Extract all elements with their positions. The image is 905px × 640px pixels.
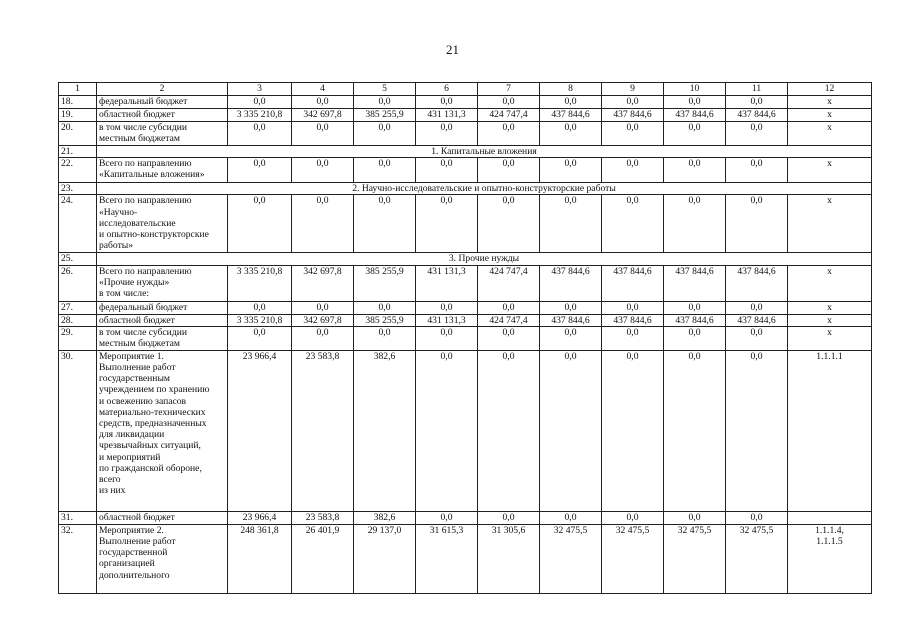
value-cell: 0,0 bbox=[602, 350, 664, 511]
value-cell: 0,0 bbox=[540, 96, 602, 109]
value-cell: 0,0 bbox=[478, 326, 540, 350]
value-cell: 0,0 bbox=[354, 122, 416, 146]
section-row bbox=[59, 183, 872, 195]
column-number: 5 bbox=[354, 83, 416, 96]
row-description: Всего по направлению «Прочие нужды» в том числе: bbox=[97, 265, 228, 301]
value-cell: 0,0 bbox=[478, 195, 540, 253]
row-description: Всего по направлению «Капитальные вложения» bbox=[97, 158, 228, 183]
value-cell: 382,6 bbox=[354, 350, 416, 511]
row-number: 20. bbox=[59, 122, 97, 146]
value-cell: 0,0 bbox=[540, 326, 602, 350]
value-cell: 32 475,5 bbox=[540, 524, 602, 593]
table-row bbox=[59, 265, 872, 301]
row-description: областной бюджет bbox=[97, 511, 228, 524]
value-cell: 0,0 bbox=[478, 158, 540, 183]
table-row bbox=[59, 314, 872, 326]
row-number: 32. bbox=[59, 524, 97, 593]
value-cell: 0,0 bbox=[292, 326, 354, 350]
row-number: 21. bbox=[59, 146, 97, 158]
row-number: 24. bbox=[59, 195, 97, 253]
value-cell: 437 844,6 bbox=[540, 109, 602, 122]
value-cell: 0,0 bbox=[292, 195, 354, 253]
column-number: 4 bbox=[292, 83, 354, 96]
reference-cell: 1.1.1.4, 1.1.1.5 bbox=[788, 524, 872, 593]
value-cell: 0,0 bbox=[292, 122, 354, 146]
value-cell: 0,0 bbox=[354, 326, 416, 350]
reference-cell: x bbox=[788, 314, 872, 326]
column-number: 2 bbox=[97, 83, 228, 96]
value-cell: 32 475,5 bbox=[726, 524, 788, 593]
value-cell: 23 583,8 bbox=[292, 350, 354, 511]
value-cell: 0,0 bbox=[602, 96, 664, 109]
column-number: 9 bbox=[602, 83, 664, 96]
value-cell: 424 747,4 bbox=[478, 314, 540, 326]
value-cell: 0,0 bbox=[228, 158, 292, 183]
value-cell: 23 966,4 bbox=[228, 511, 292, 524]
value-cell: 0,0 bbox=[354, 195, 416, 253]
value-cell: 3 335 210,8 bbox=[228, 314, 292, 326]
reference-cell: x bbox=[788, 109, 872, 122]
value-cell: 0,0 bbox=[540, 301, 602, 314]
value-cell: 437 844,6 bbox=[540, 265, 602, 301]
row-description: федеральный бюджет bbox=[97, 301, 228, 314]
value-cell: 0,0 bbox=[416, 301, 478, 314]
value-cell: 0,0 bbox=[228, 96, 292, 109]
row-number: 25. bbox=[59, 253, 97, 265]
row-number: 29. bbox=[59, 326, 97, 350]
row-description: областной бюджет bbox=[97, 109, 228, 122]
row-description: Мероприятие 1. Выполнение работ государственным учреждением по хранению и освежению запасов материально-технических средств, предназначенных для ликвидации чрезвычайных ситуаций, и мероприятий по гражданской обороне, всего из них bbox=[97, 350, 228, 511]
value-cell: 437 844,6 bbox=[602, 109, 664, 122]
value-cell: 0,0 bbox=[664, 96, 726, 109]
reference-cell: x bbox=[788, 195, 872, 253]
value-cell: 0,0 bbox=[602, 301, 664, 314]
value-cell: 0,0 bbox=[416, 195, 478, 253]
row-number: 22. bbox=[59, 158, 97, 183]
reference-cell: 1.1.1.1 bbox=[788, 350, 872, 511]
column-number: 11 bbox=[726, 83, 788, 96]
value-cell: 31 305,6 bbox=[478, 524, 540, 593]
value-cell: 0,0 bbox=[228, 122, 292, 146]
value-cell: 0,0 bbox=[228, 326, 292, 350]
value-cell: 0,0 bbox=[540, 195, 602, 253]
value-cell: 0,0 bbox=[664, 511, 726, 524]
value-cell: 0,0 bbox=[726, 122, 788, 146]
value-cell: 0,0 bbox=[416, 350, 478, 511]
value-cell: 0,0 bbox=[292, 301, 354, 314]
column-number: 1 bbox=[59, 83, 97, 96]
table-row bbox=[59, 326, 872, 350]
value-cell: 0,0 bbox=[726, 511, 788, 524]
reference-cell: x bbox=[788, 122, 872, 146]
row-number: 27. bbox=[59, 301, 97, 314]
reference-cell: x bbox=[788, 96, 872, 109]
value-cell: 437 844,6 bbox=[726, 265, 788, 301]
value-cell: 0,0 bbox=[540, 350, 602, 511]
value-cell: 0,0 bbox=[726, 158, 788, 183]
value-cell: 0,0 bbox=[540, 158, 602, 183]
column-number: 3 bbox=[228, 83, 292, 96]
value-cell: 0,0 bbox=[228, 195, 292, 253]
row-description: в том числе субсидии местным бюджетам bbox=[97, 326, 228, 350]
value-cell: 0,0 bbox=[416, 158, 478, 183]
value-cell: 0,0 bbox=[726, 350, 788, 511]
value-cell: 431 131,3 bbox=[416, 265, 478, 301]
value-cell: 0,0 bbox=[292, 96, 354, 109]
column-number: 10 bbox=[664, 83, 726, 96]
section-title: 2. Научно-исследовательские и опытно-конструкторские работы bbox=[97, 183, 872, 195]
value-cell: 0,0 bbox=[602, 195, 664, 253]
value-cell: 248 361,8 bbox=[228, 524, 292, 593]
row-number: 26. bbox=[59, 265, 97, 301]
table-row bbox=[59, 511, 872, 524]
column-number: 7 bbox=[478, 83, 540, 96]
value-cell: 0,0 bbox=[664, 122, 726, 146]
value-cell: 3 335 210,8 bbox=[228, 109, 292, 122]
value-cell: 0,0 bbox=[478, 122, 540, 146]
value-cell: 0,0 bbox=[602, 511, 664, 524]
row-number: 23. bbox=[59, 183, 97, 195]
row-number: 30. bbox=[59, 350, 97, 511]
value-cell: 0,0 bbox=[416, 122, 478, 146]
table-row bbox=[59, 524, 872, 593]
value-cell: 0,0 bbox=[292, 158, 354, 183]
reference-cell: x bbox=[788, 326, 872, 350]
value-cell: 437 844,6 bbox=[664, 314, 726, 326]
value-cell: 3 335 210,8 bbox=[228, 265, 292, 301]
row-description: в том числе субсидии местным бюджетам bbox=[97, 122, 228, 146]
value-cell: 437 844,6 bbox=[726, 109, 788, 122]
value-cell: 32 475,5 bbox=[602, 524, 664, 593]
value-cell: 0,0 bbox=[354, 158, 416, 183]
table-row bbox=[59, 195, 872, 253]
value-cell: 342 697,8 bbox=[292, 314, 354, 326]
section-title: 1. Капитальные вложения bbox=[97, 146, 872, 158]
value-cell: 0,0 bbox=[540, 122, 602, 146]
value-cell: 0,0 bbox=[726, 301, 788, 314]
value-cell: 0,0 bbox=[664, 195, 726, 253]
row-number: 18. bbox=[59, 96, 97, 109]
value-cell: 0,0 bbox=[726, 195, 788, 253]
value-cell: 23 966,4 bbox=[228, 350, 292, 511]
value-cell: 385 255,9 bbox=[354, 314, 416, 326]
value-cell: 382,6 bbox=[354, 511, 416, 524]
value-cell: 0,0 bbox=[478, 301, 540, 314]
table-row bbox=[59, 109, 872, 122]
value-cell: 0,0 bbox=[664, 326, 726, 350]
table-header-row bbox=[59, 83, 872, 96]
value-cell: 424 747,4 bbox=[478, 109, 540, 122]
value-cell: 0,0 bbox=[540, 511, 602, 524]
value-cell: 437 844,6 bbox=[726, 314, 788, 326]
row-description: Всего по направлению «Научно- исследовательские и опытно-конструкторские работы» bbox=[97, 195, 228, 253]
table-row bbox=[59, 122, 872, 146]
value-cell: 0,0 bbox=[602, 326, 664, 350]
row-number: 28. bbox=[59, 314, 97, 326]
row-number: 19. bbox=[59, 109, 97, 122]
value-cell: 0,0 bbox=[664, 158, 726, 183]
value-cell: 437 844,6 bbox=[602, 265, 664, 301]
value-cell: 437 844,6 bbox=[664, 109, 726, 122]
value-cell: 0,0 bbox=[354, 301, 416, 314]
value-cell: 431 131,3 bbox=[416, 314, 478, 326]
value-cell: 437 844,6 bbox=[602, 314, 664, 326]
page-number: 21 bbox=[446, 42, 459, 57]
column-number: 12 bbox=[788, 83, 872, 96]
value-cell: 0,0 bbox=[726, 326, 788, 350]
table-row bbox=[59, 96, 872, 109]
value-cell: 0,0 bbox=[478, 96, 540, 109]
table-row bbox=[59, 158, 872, 183]
row-description: федеральный бюджет bbox=[97, 96, 228, 109]
column-number: 8 bbox=[540, 83, 602, 96]
value-cell: 0,0 bbox=[416, 326, 478, 350]
value-cell: 0,0 bbox=[354, 96, 416, 109]
value-cell: 0,0 bbox=[416, 96, 478, 109]
value-cell: 0,0 bbox=[664, 301, 726, 314]
value-cell: 29 137,0 bbox=[354, 524, 416, 593]
row-description: Мероприятие 2. Выполнение работ государственной организацией дополнительного bbox=[97, 524, 228, 593]
value-cell: 0,0 bbox=[726, 96, 788, 109]
reference-cell bbox=[788, 511, 872, 524]
row-number: 31. bbox=[59, 511, 97, 524]
value-cell: 0,0 bbox=[478, 350, 540, 511]
row-description: областной бюджет bbox=[97, 314, 228, 326]
table-row bbox=[59, 301, 872, 314]
value-cell: 437 844,6 bbox=[664, 265, 726, 301]
value-cell: 385 255,9 bbox=[354, 109, 416, 122]
value-cell: 23 583,8 bbox=[292, 511, 354, 524]
value-cell: 431 131,3 bbox=[416, 109, 478, 122]
value-cell: 0,0 bbox=[416, 511, 478, 524]
reference-cell: x bbox=[788, 301, 872, 314]
value-cell: 0,0 bbox=[602, 122, 664, 146]
table-row bbox=[59, 350, 872, 511]
value-cell: 0,0 bbox=[602, 158, 664, 183]
section-row bbox=[59, 253, 872, 265]
value-cell: 32 475,5 bbox=[664, 524, 726, 593]
value-cell: 31 615,3 bbox=[416, 524, 478, 593]
value-cell: 424 747,4 bbox=[478, 265, 540, 301]
value-cell: 342 697,8 bbox=[292, 109, 354, 122]
budget-table bbox=[58, 82, 872, 594]
reference-cell: x bbox=[788, 265, 872, 301]
value-cell: 385 255,9 bbox=[354, 265, 416, 301]
column-number: 6 bbox=[416, 83, 478, 96]
section-title: 3. Прочие нужды bbox=[97, 253, 872, 265]
value-cell: 26 401,9 bbox=[292, 524, 354, 593]
value-cell: 0,0 bbox=[664, 350, 726, 511]
reference-cell: x bbox=[788, 158, 872, 183]
value-cell: 0,0 bbox=[478, 511, 540, 524]
value-cell: 0,0 bbox=[228, 301, 292, 314]
value-cell: 437 844,6 bbox=[540, 314, 602, 326]
section-row bbox=[59, 146, 872, 158]
value-cell: 342 697,8 bbox=[292, 265, 354, 301]
